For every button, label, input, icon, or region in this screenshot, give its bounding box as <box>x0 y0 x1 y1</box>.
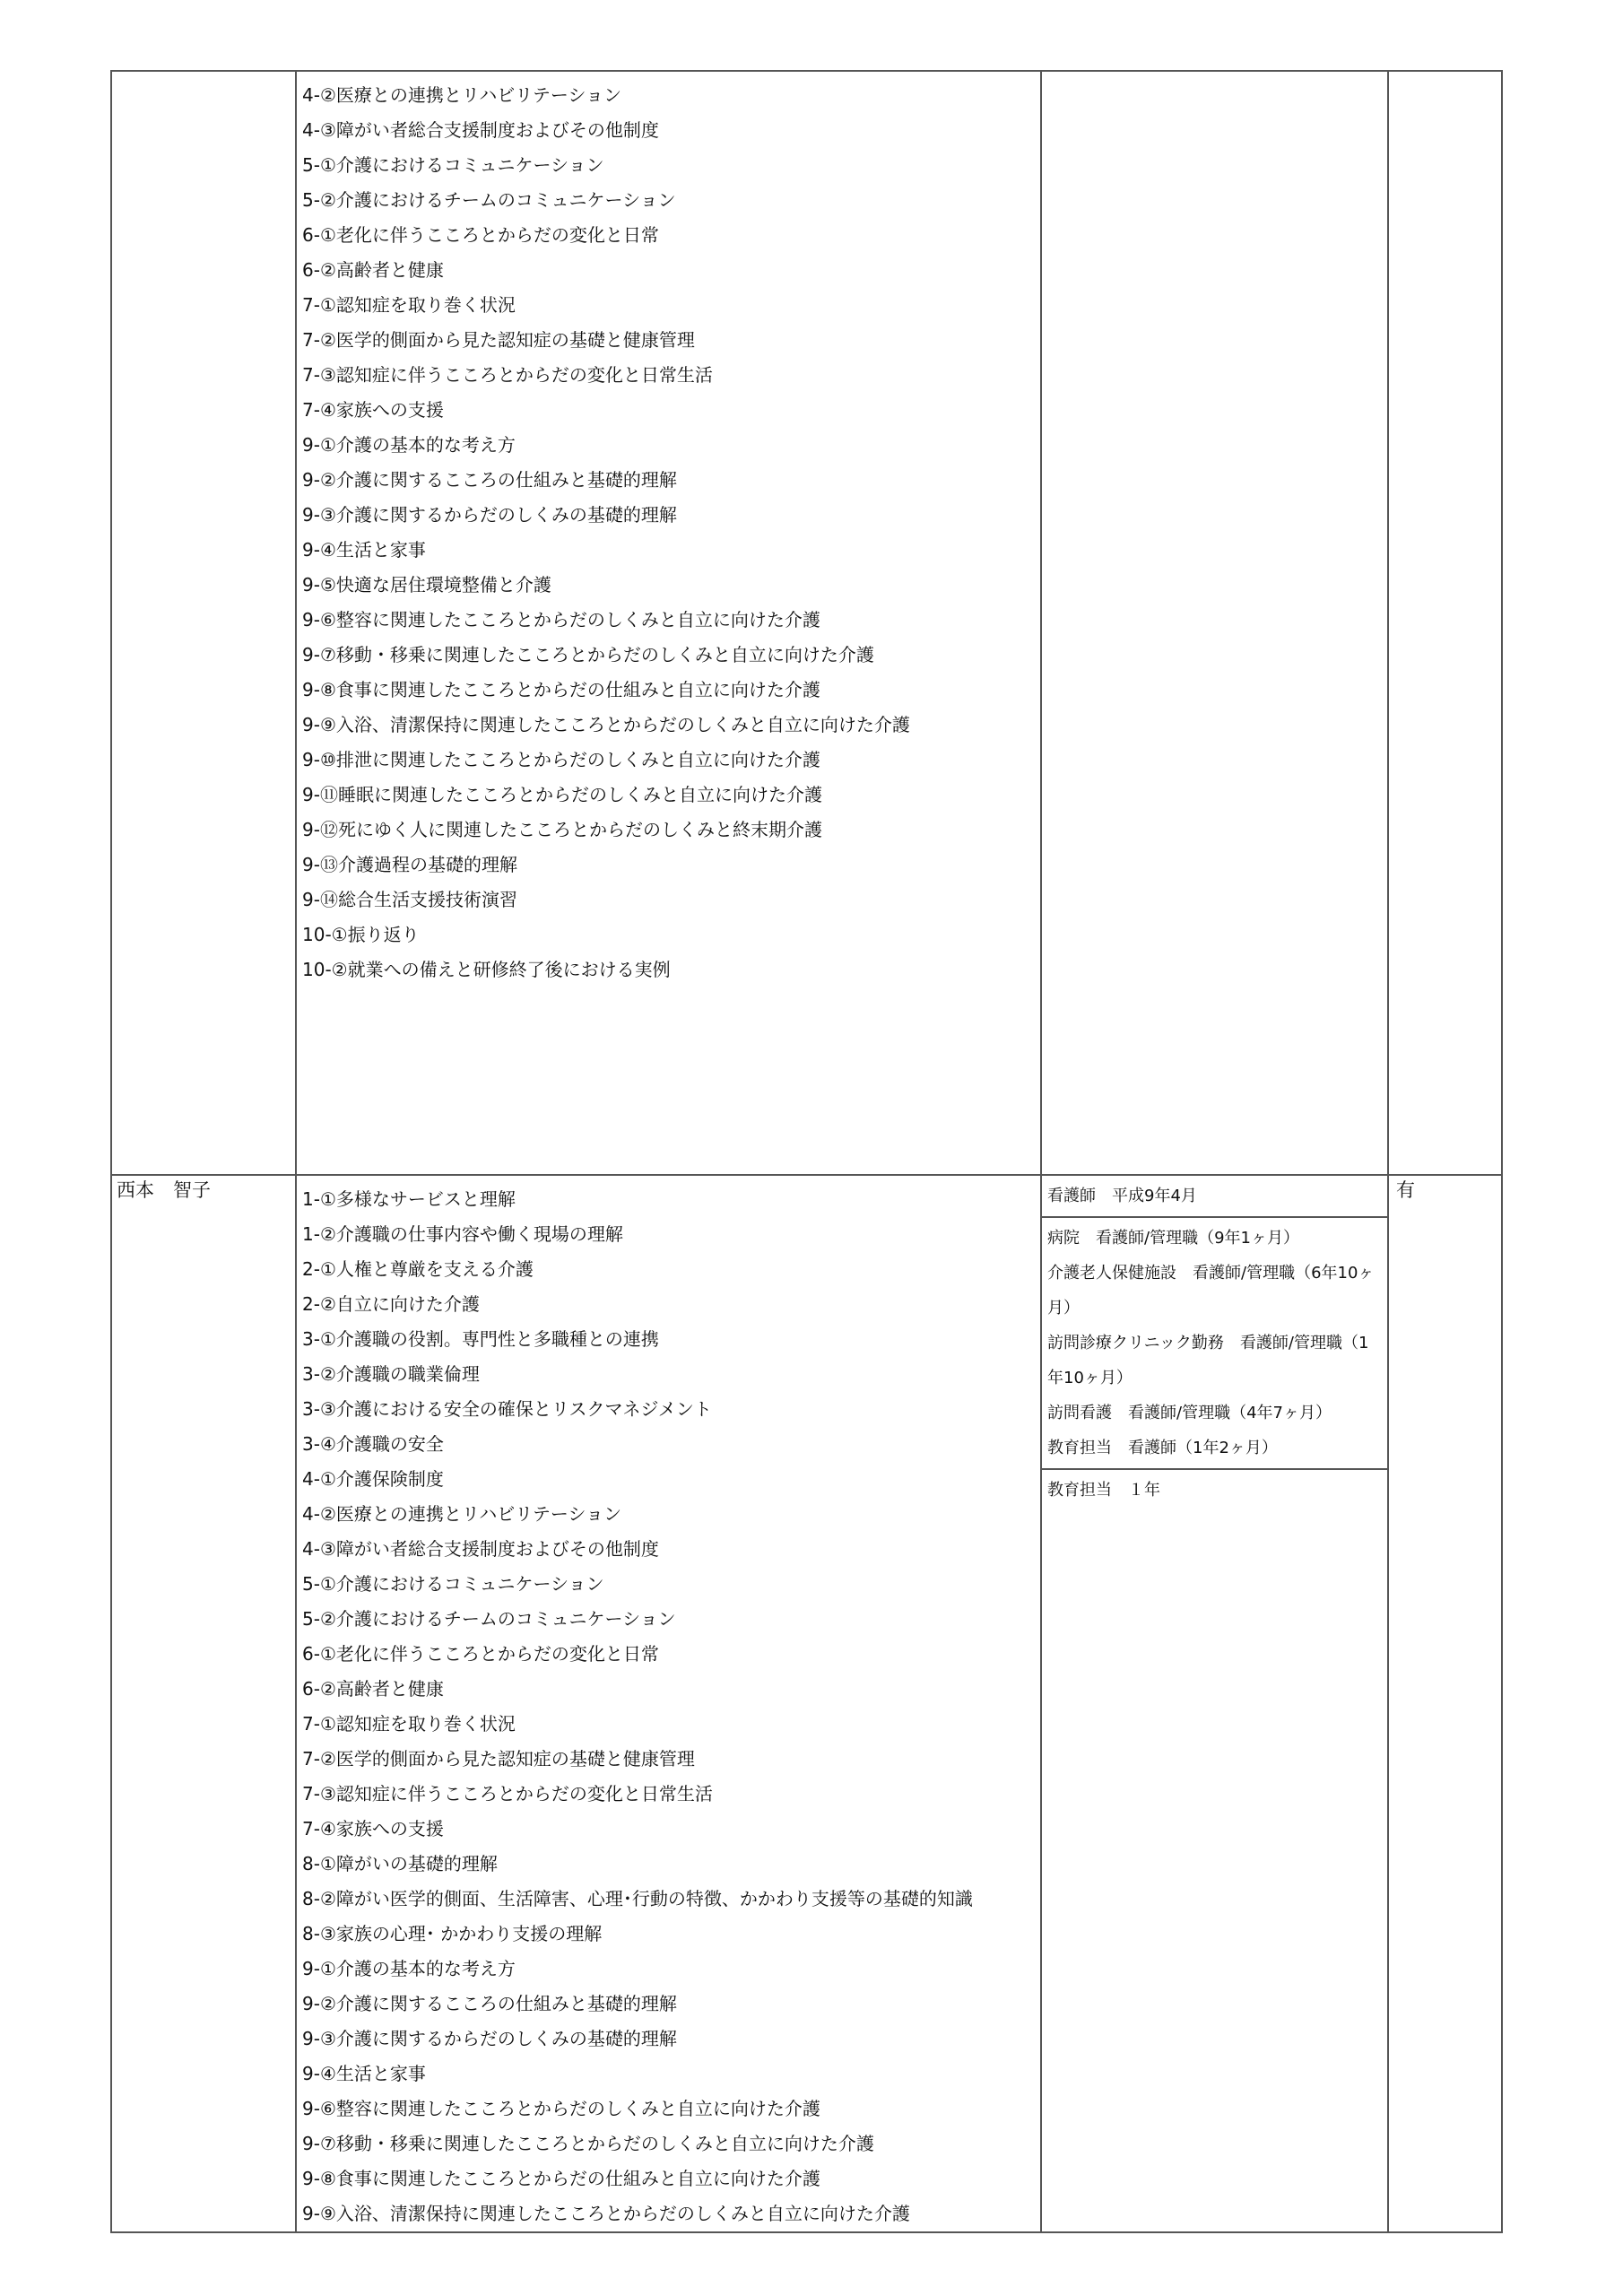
subject-item: 10-①振り返り <box>302 924 420 945</box>
career-boxes <box>1042 1176 1387 1510</box>
subject-item: 4-①介護保険制度 <box>302 1468 444 1490</box>
subject-item: 4-③障がい者総合支援制度およびその他制度 <box>302 1538 659 1560</box>
career-cell <box>1041 71 1388 1175</box>
subjects-cell <box>296 71 1041 1175</box>
career-list <box>1042 1176 1387 1216</box>
subject-item: 8-②障がい医学的側面、生活障害、心理･行動の特徴、かかわり支援等の基礎的知識 <box>302 1888 973 1909</box>
subject-item: 4-②医療との連携とリハビリテーション <box>302 84 622 106</box>
subject-item: 3-④介護職の安全 <box>302 1433 444 1455</box>
subject-item: 9-⑩排泄に関連したこころとからだのしくみと自立に向けた介護 <box>302 749 820 770</box>
subject-item: 7-②医学的側面から見た認知症の基礎と健康管理 <box>302 329 695 351</box>
instructor-table <box>110 70 1503 2233</box>
subject-item: 5-①介護におけるコミュニケーション <box>302 154 604 176</box>
subject-item: 9-⑥整容に関連したこころとからだのしくみと自立に向けた介護 <box>302 2098 820 2119</box>
subject-item: 6-①老化に伴うこころとからだの変化と日常 <box>302 1643 659 1665</box>
career-box <box>1042 1176 1387 1218</box>
subject-item: 7-①認知症を取り巻く状況 <box>302 1713 516 1735</box>
subject-item: 7-④家族への支援 <box>302 1818 444 1839</box>
career-entry: 訪問看護 看護師/管理職（4年7ヶ月） <box>1047 1404 1332 1422</box>
flag-value: 有 <box>1396 1179 1415 1201</box>
instructor-name-cell <box>111 1175 296 2232</box>
subject-item: 9-⑧食事に関連したこころとからだの仕組みと自立に向けた介護 <box>302 2168 820 2189</box>
subject-item: 9-④生活と家事 <box>302 2063 426 2084</box>
subject-item: 4-③障がい者総合支援制度およびその他制度 <box>302 119 659 141</box>
subject-item: 9-②介護に関するこころの仕組みと基礎的理解 <box>302 1993 677 2014</box>
subject-item: 9-②介護に関するこころの仕組みと基礎的理解 <box>302 469 677 491</box>
subject-item: 8-①障がいの基礎的理解 <box>302 1853 498 1874</box>
subject-item: 7-③認知症に伴うこころとからだの変化と日常生活 <box>302 1783 713 1805</box>
subject-item: 9-⑧食事に関連したこころとからだの仕組みと自立に向けた介護 <box>302 679 820 700</box>
flag-value <box>1389 72 1396 93</box>
career-entry: 介護老人保健施設 看護師/管理職（6年10ヶ月） <box>1047 1264 1375 1318</box>
subject-list <box>297 1176 1040 2231</box>
instructor-name-cell <box>111 71 296 1175</box>
career-box <box>1042 1470 1387 1510</box>
subject-item: 2-①人権と尊厳を支える介護 <box>302 1258 534 1280</box>
career-cell <box>1041 1175 1388 2232</box>
subject-item: 8-③家族の心理･ かかわり支援の理解 <box>302 1923 603 1944</box>
subject-item: 5-①介護におけるコミュニケーション <box>302 1573 604 1595</box>
subject-item: 9-⑬介護過程の基礎的理解 <box>302 854 517 875</box>
career-entry: 看護師 平成9年4月 <box>1047 1187 1197 1205</box>
career-box <box>1042 1218 1387 1470</box>
subject-item: 9-③介護に関するからだのしくみの基礎的理解 <box>302 2028 677 2049</box>
subject-item: 3-②介護職の職業倫理 <box>302 1363 480 1385</box>
career-list <box>1042 1470 1387 1510</box>
subjects-cell <box>296 1175 1041 2232</box>
subject-item: 2-②自立に向けた介護 <box>302 1293 480 1315</box>
subject-item: 1-①多様なサービスと理解 <box>302 1188 516 1210</box>
subject-list <box>297 72 1040 987</box>
subject-item: 6-②高齢者と健康 <box>302 1678 444 1700</box>
subject-item: 9-⑥整容に関連したこころとからだのしくみと自立に向けた介護 <box>302 609 820 631</box>
subject-item: 7-①認知症を取り巻く状況 <box>302 294 516 316</box>
subject-item: 9-⑨入浴、清潔保持に関連したこころとからだのしくみと自立に向けた介護 <box>302 714 910 735</box>
career-entry: 病院 看護師/管理職（9年1ヶ月） <box>1047 1229 1299 1248</box>
career-entry: 訪問診療クリニック勤務 看護師/管理職（1年10ヶ月） <box>1047 1334 1369 1387</box>
subject-item: 9-①介護の基本的な考え方 <box>302 1958 516 1979</box>
subject-item: 3-③介護における安全の確保とリスクマネジメント <box>302 1398 712 1420</box>
subject-item: 3-①介護職の役割。専門性と多職種との連携 <box>302 1328 659 1350</box>
instructor-name: 西本 智子 <box>117 1179 211 1201</box>
career-list <box>1042 1218 1387 1468</box>
subject-item: 9-⑦移動・移乗に関連したこころとからだのしくみと自立に向けた介護 <box>302 644 874 665</box>
table-row <box>111 71 1502 1175</box>
subject-item: 1-②介護職の仕事内容や働く現場の理解 <box>302 1223 623 1245</box>
subject-item: 9-⑪睡眠に関連したこころとからだのしくみと自立に向けた介護 <box>302 784 822 805</box>
subject-item: 9-⑭総合生活支援技術演習 <box>302 889 517 910</box>
career-entry: 教育担当 １年 <box>1047 1481 1160 1500</box>
subject-item: 9-③介護に関するからだのしくみの基礎的理解 <box>302 504 677 526</box>
subject-item: 9-⑫死にゆく人に関連したこころとからだのしくみと終末期介護 <box>302 819 822 840</box>
subject-item: 7-④家族への支援 <box>302 399 444 421</box>
subject-item: 9-⑤快適な居住環境整備と介護 <box>302 574 551 596</box>
subject-item: 7-②医学的側面から見た認知症の基礎と健康管理 <box>302 1748 695 1770</box>
subject-item: 9-④生活と家事 <box>302 539 426 561</box>
subject-item: 6-②高齢者と健康 <box>302 259 444 281</box>
flag-cell <box>1388 71 1502 1175</box>
subject-item: 6-①老化に伴うこころとからだの変化と日常 <box>302 224 659 246</box>
subject-item: 10-②就業への備えと研修終了後における実例 <box>302 959 671 980</box>
subject-item: 9-⑨入浴、清潔保持に関連したこころとからだのしくみと自立に向けた介護 <box>302 2203 910 2224</box>
subject-item: 9-⑦移動・移乗に関連したこころとからだのしくみと自立に向けた介護 <box>302 2133 874 2154</box>
subject-item: 9-①介護の基本的な考え方 <box>302 434 516 456</box>
career-entry: 教育担当 看護師（1年2ヶ月） <box>1047 1439 1278 1457</box>
table-row <box>111 1175 1502 2232</box>
subject-item: 5-②介護におけるチームのコミュニケーション <box>302 189 676 211</box>
instructor-name <box>112 72 117 93</box>
subject-item: 4-②医療との連携とリハビリテーション <box>302 1503 622 1525</box>
subject-item: 7-③認知症に伴うこころとからだの変化と日常生活 <box>302 364 713 386</box>
flag-cell <box>1388 1175 1502 2232</box>
subject-item: 5-②介護におけるチームのコミュニケーション <box>302 1608 676 1630</box>
